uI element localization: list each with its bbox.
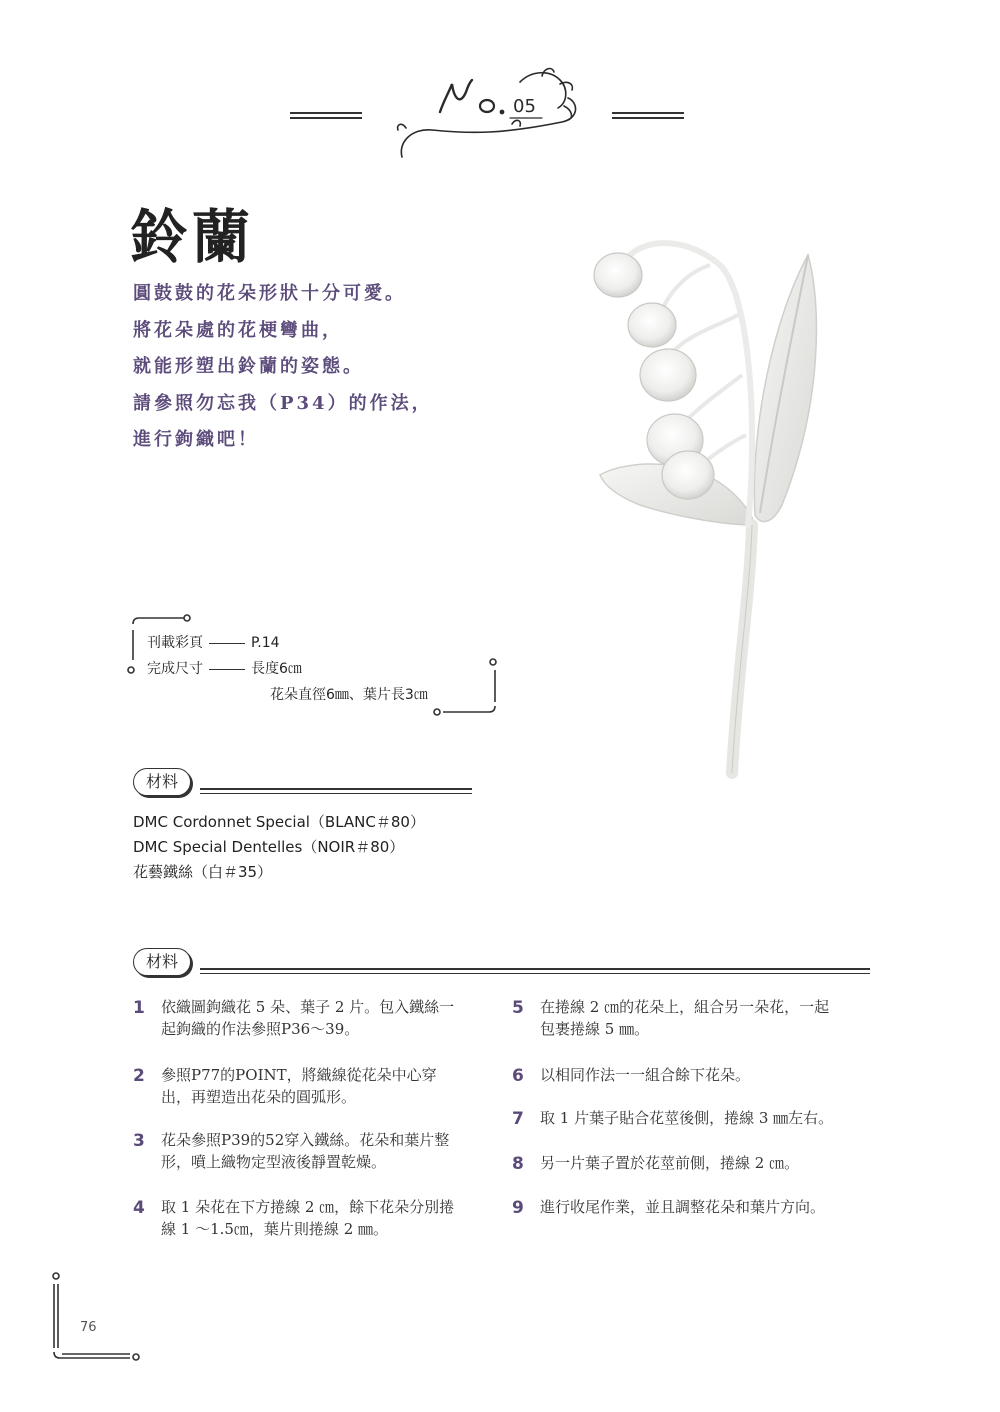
info-row-size: [147, 658, 302, 678]
step-number: 5: [512, 998, 524, 1018]
header-rule-right: [612, 112, 684, 119]
number-value: 05: [513, 96, 536, 117]
step-text: 參照P77的POINT，將織線從花朵中心穿出，再塑造出花朵的圓弧形。: [161, 1066, 437, 1106]
step-number: 7: [512, 1109, 524, 1129]
step-text: 另一片葉子置於花莖前側，捲線 2 ㎝。: [540, 1154, 800, 1172]
page-value: P.14: [251, 635, 280, 651]
intro-text: [133, 276, 473, 459]
step-number: 4: [133, 1198, 145, 1218]
materials-heading: 材料: [133, 768, 191, 796]
step-text: 以相同作法一一組合餘下花朵。: [540, 1066, 751, 1084]
step-text: 取 1 片葉子貼合花莖後側，捲線 3 ㎜左右。: [540, 1109, 834, 1127]
step-number: 8: [512, 1154, 524, 1174]
material-item: DMC Cordonnet Special（BLANC＃80）: [133, 813, 425, 831]
step-number: 3: [133, 1131, 145, 1151]
number-ornament: [392, 62, 592, 162]
step-number: 2: [133, 1066, 145, 1086]
page-label: 刊載彩頁: [147, 635, 203, 651]
material-item: DMC Special Dentelles（NOIR＃80）: [133, 838, 405, 856]
size-label: 完成尺寸: [147, 661, 203, 677]
intro-line: 圓鼓鼓的花朵形狀十分可愛。: [133, 283, 406, 304]
materials-list: [133, 810, 425, 885]
size-value-length: 長度6㎝: [251, 661, 302, 677]
step-number: 1: [133, 998, 145, 1018]
step-text: 依織圖鉤織花 5 朵、葉子 2 片。包入鐵絲一起鉤織的作法參照P36～39。: [161, 998, 455, 1038]
step-text: 在捲線 2 ㎝的花朵上，組合另一朵花，一起包裹捲線 5 ㎜。: [540, 998, 830, 1038]
material-item: 花藝鐵絲（白＃35）: [133, 863, 273, 881]
page-number: 76: [80, 1320, 97, 1335]
step-text: 花朵參照P39的52穿入鐵絲。花朵和葉片整形，噴上織物定型液後靜置乾燥。: [161, 1131, 450, 1171]
step-text: 進行收尾作業，並且調整花朵和葉片方向。: [540, 1198, 826, 1216]
steps-heading: 材料: [133, 948, 191, 976]
info-box: [125, 612, 505, 722]
intro-line: 將花朵處的花梗彎曲，: [133, 319, 343, 341]
size-value-flower: 花朵直徑6㎜、葉片長3㎝: [270, 687, 428, 703]
info-row-page: [147, 632, 280, 652]
intro-line: 就能形塑出鈴蘭的姿態。: [133, 356, 364, 377]
step-text: 取 1 朵花在下方捲線 2 ㎝，餘下花朵分別捲線 1 ～1.5㎝，葉片則捲線 2 ㎜。: [161, 1198, 455, 1238]
page-corner-ornament: [48, 1268, 148, 1368]
materials-rule: [200, 788, 472, 794]
number-label: No.: [392, 62, 394, 63]
lily-of-the-valley-photo: [560, 225, 860, 795]
intro-line: 請參照勿忘我（P34）的作法，: [133, 392, 433, 414]
page-title: 鈴蘭: [130, 203, 255, 271]
steps-rule: [200, 968, 870, 974]
step-number: 9: [512, 1198, 524, 1218]
intro-line: 進行鉤織吧！: [133, 429, 259, 450]
step-number: 6: [512, 1066, 524, 1086]
header-rule-left: [290, 112, 362, 119]
